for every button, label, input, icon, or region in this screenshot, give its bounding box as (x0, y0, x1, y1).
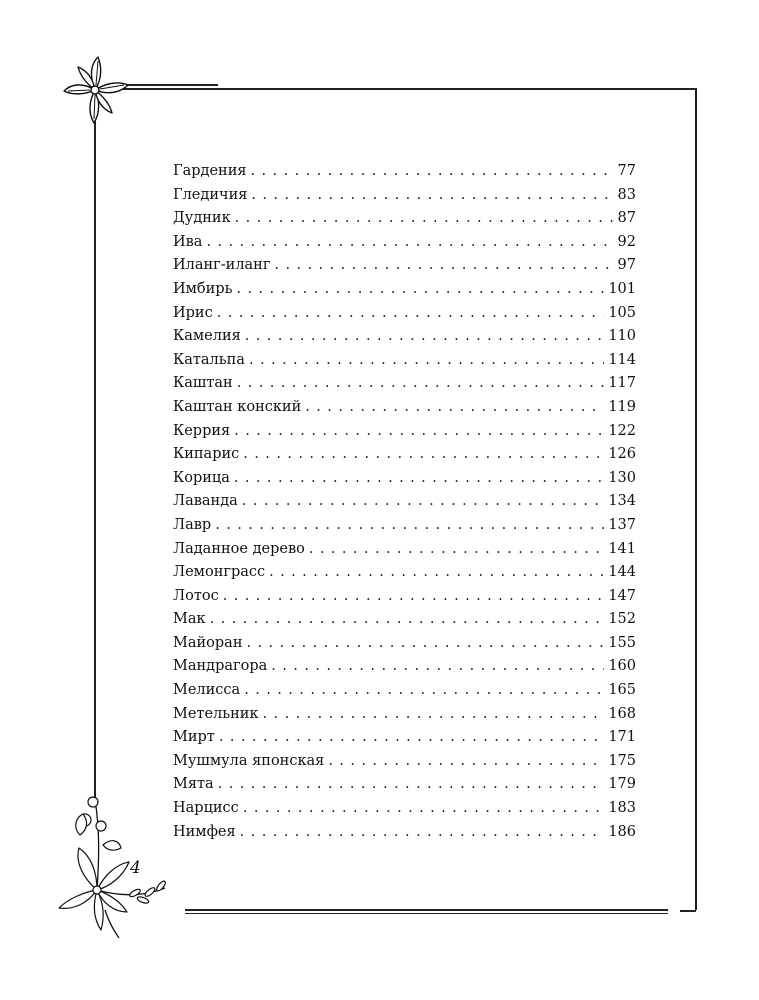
toc-entry (173, 325, 636, 349)
toc-entry (173, 773, 636, 797)
toc-entry-page: 179 (608, 776, 636, 793)
toc-leader-dots (309, 538, 604, 562)
toc-entry-page: 119 (608, 398, 636, 415)
toc-entry-title: Майоран (173, 634, 243, 651)
toc-leader-dots (210, 608, 605, 632)
toc-leader-dots (244, 679, 604, 703)
toc-entry-page: 122 (608, 422, 636, 439)
toc-leader-dots (249, 349, 604, 373)
toc-leader-dots (243, 797, 605, 821)
toc-entry-page: 101 (608, 280, 636, 297)
toc-leader-dots (217, 302, 605, 326)
frame-bottom-border (185, 909, 668, 911)
toc-entry (173, 655, 636, 679)
toc-entry (173, 207, 636, 231)
toc-entry-title: Каштан конский (173, 398, 302, 415)
toc-leader-dots (269, 561, 604, 585)
toc-entry (173, 561, 636, 585)
toc-entry-page: 144 (608, 564, 636, 581)
toc-leader-dots (246, 632, 604, 656)
toc-leader-dots (305, 396, 604, 420)
toc-entry (173, 750, 636, 774)
toc-leader-dots (237, 372, 605, 396)
floral-branch-icon (55, 790, 170, 940)
toc-entry-title: Иланг-иланг (173, 257, 271, 274)
toc-entry (173, 372, 636, 396)
toc-entry (173, 302, 636, 326)
toc-entry (173, 184, 636, 208)
toc-entry (173, 160, 636, 184)
toc-leader-dots (218, 773, 605, 797)
toc-leader-dots (235, 207, 614, 231)
toc-leader-dots (223, 585, 605, 609)
toc-entry-title: Лотос (173, 587, 219, 604)
toc-leader-dots (242, 490, 605, 514)
toc-entry-page: 130 (608, 469, 636, 486)
toc-entry (173, 420, 636, 444)
toc-entry (173, 632, 636, 656)
toc-entry-page: 141 (608, 540, 636, 557)
toc-entry (173, 538, 636, 562)
frame-bottom-tail (680, 910, 696, 912)
toc-entry-page: 175 (608, 752, 636, 769)
toc-entry-page: 92 (617, 233, 636, 250)
flower-ornament-icon (60, 55, 130, 125)
toc-entry-page: 105 (608, 304, 636, 321)
toc-entry-page: 152 (608, 611, 636, 628)
toc-entry-page: 186 (608, 823, 636, 840)
toc-entry-title: Мята (173, 776, 214, 793)
toc-entry-title: Мирт (173, 729, 215, 746)
toc-leader-dots (219, 726, 604, 750)
toc-entry (173, 443, 636, 467)
toc-leader-dots (251, 184, 613, 208)
toc-entry-page: 171 (608, 729, 636, 746)
page-number: 4 (130, 858, 141, 878)
toc-entry-title: Керрия (173, 422, 231, 439)
toc-leader-dots (240, 821, 605, 845)
toc-entry-title: Кипарис (173, 446, 240, 463)
toc-entry (173, 514, 636, 538)
toc-entry-page: 126 (608, 446, 636, 463)
toc-entry-title: Гледичия (173, 186, 248, 203)
toc-entry-title: Мушмула японская (173, 752, 325, 769)
toc-entry (173, 396, 636, 420)
toc-entry-title: Гардения (173, 163, 247, 179)
toc-entry (173, 490, 636, 514)
toc-entry-page: 168 (608, 705, 636, 722)
toc-leader-dots (245, 325, 605, 349)
toc-entry-page: 183 (608, 800, 636, 817)
toc-entry-page: 110 (608, 328, 636, 345)
toc-entry (173, 467, 636, 491)
toc-entry-title: Дудник (173, 210, 231, 227)
toc-entry-title: Ладанное дерево (173, 540, 305, 557)
toc-entry-title: Катальпа (173, 351, 245, 368)
toc-leader-dots (251, 160, 614, 184)
toc-entry-page: 87 (617, 210, 636, 227)
toc-leader-dots (263, 703, 605, 727)
toc-entry-title: Мелисса (173, 682, 241, 699)
toc-entry-page: 147 (608, 587, 636, 604)
toc-leader-dots (234, 420, 604, 444)
toc-entry-title: Нимфея (173, 823, 236, 840)
toc-entry (173, 278, 636, 302)
toc-entry-title: Лаванда (173, 493, 238, 510)
toc-entry-page: 165 (608, 682, 636, 699)
toc-entry-page: 117 (608, 375, 636, 392)
toc-entry (173, 349, 636, 373)
toc-entry-title: Ирис (173, 304, 213, 321)
toc-leader-dots (215, 514, 604, 538)
toc-entry-title: Нарцисс (173, 800, 239, 817)
toc-entry (173, 585, 636, 609)
toc-leader-dots (206, 231, 613, 255)
table-of-contents (173, 160, 636, 844)
toc-entry-title: Метельник (173, 705, 259, 722)
frame-bottom-border-inner (185, 913, 668, 914)
toc-entry (173, 726, 636, 750)
toc-entry-title: Лемонграсс (173, 564, 266, 581)
toc-leader-dots (328, 750, 604, 774)
frame-right-border (695, 88, 697, 910)
toc-leader-dots (274, 254, 613, 278)
toc-entry-title: Корица (173, 469, 230, 486)
toc-leader-dots (271, 655, 604, 679)
toc-entry (173, 254, 636, 278)
toc-entry-title: Лавр (173, 516, 212, 533)
toc-entry-page: 97 (617, 257, 636, 274)
frame-top-border (110, 88, 697, 90)
toc-leader-dots (243, 443, 604, 467)
toc-entry-title: Мак (173, 611, 206, 628)
toc-leader-dots (237, 278, 605, 302)
frame-left-border (94, 100, 96, 800)
toc-entry (173, 231, 636, 255)
toc-entry-title: Камелия (173, 328, 241, 345)
toc-entry-title: Мандрагора (173, 658, 268, 675)
toc-entry (173, 608, 636, 632)
toc-entry-title: Ива (173, 233, 203, 250)
toc-entry-page: 83 (617, 186, 636, 203)
toc-entry-page: 77 (617, 163, 636, 179)
toc-entry-page: 134 (608, 493, 636, 510)
toc-entry (173, 679, 636, 703)
toc-entry-page: 160 (608, 658, 636, 675)
toc-entry (173, 821, 636, 845)
toc-entry (173, 703, 636, 727)
toc-leader-dots (234, 467, 604, 491)
toc-entry-page: 137 (608, 516, 636, 533)
toc-entry-title: Каштан (173, 375, 233, 392)
toc-entry-page: 114 (608, 351, 636, 368)
toc-entry (173, 797, 636, 821)
toc-entry-title: Имбирь (173, 280, 233, 297)
toc-entry-page: 155 (608, 634, 636, 651)
